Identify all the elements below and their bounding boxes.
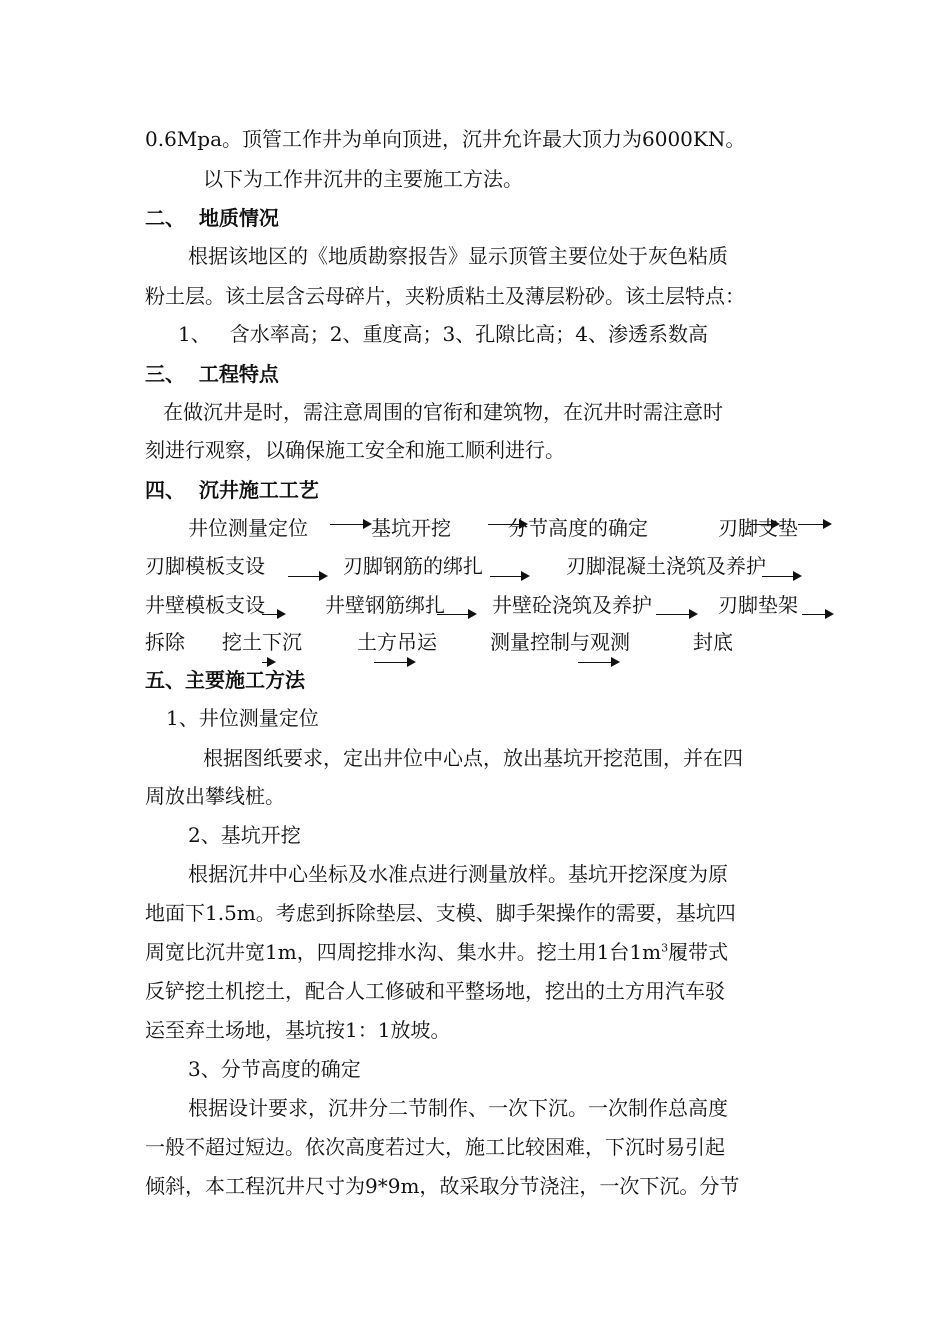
flow-row-2 xyxy=(0,552,950,582)
flow-arrow xyxy=(762,576,800,577)
text-line: 1、 含水率高；2、重度高；3、孔隙比高；4、渗透系数高 xyxy=(178,322,708,346)
text-line xyxy=(145,938,728,966)
flow-step: 封底 xyxy=(693,630,733,654)
text-fragment: 履带式 xyxy=(668,940,729,964)
flow-arrow xyxy=(288,576,326,577)
flow-step: 测量控制与观测 xyxy=(490,630,630,654)
text-fragment: 周宽比沉井宽1m，四周挖排水沟、集水井。挖土用1台1m xyxy=(145,940,662,964)
text-line: 在做沉井是时，需注意周围的官衔和建筑物，在沉井时需注意时 xyxy=(163,400,723,424)
flow-row-4 xyxy=(0,628,950,658)
text-line: 根据沉井中心坐标及水准点进行测量放样。基坑开挖深度为原 xyxy=(188,862,728,886)
flow-step: 拆除 xyxy=(145,630,185,654)
text-line: 粉土层。该土层含云母碎片，夹粉质粘土及薄层粉砂。该土层特点： xyxy=(145,284,745,308)
flow-arrow xyxy=(798,524,830,525)
text-line: 反铲挖土机挖土，配合人工修破和平整场地，挖出的土方用汽车驳 xyxy=(145,979,725,1003)
subsection-title: 3、分节高度的确定 xyxy=(188,1057,361,1081)
flow-step: 分节高度的确定 xyxy=(508,516,648,540)
text-line: 根据图纸要求，定出井位中心点，放出基坑开挖范围，并在四 xyxy=(203,746,743,770)
flow-arrow xyxy=(490,576,528,577)
flow-arrow xyxy=(262,614,284,615)
flow-arrow xyxy=(262,662,274,663)
flow-arrow xyxy=(488,524,526,525)
text-line: 根据该地区的《地质勘察报告》显示顶管主要位处于灰色粘质 xyxy=(188,244,728,268)
flow-arrow xyxy=(802,614,832,615)
flow-step: 井壁砼浇筑及养护 xyxy=(492,593,652,617)
flow-step: 挖土下沉 xyxy=(222,630,302,654)
text-line: 一般不超过短边。依次高度若过大，施工比较困难，下沉时易引起 xyxy=(145,1135,725,1159)
text-line: 根据设计要求，沉井分二节制作、一次下沉。一次制作总高度 xyxy=(188,1096,728,1120)
section-heading-2: 二、 地质情况 xyxy=(145,206,279,230)
text-line: 0.6Mpa。顶管工作井为单向顶进，沉井允许最大顶力为6000KN。 xyxy=(145,127,746,151)
section-heading-4: 四、 沉井施工工艺 xyxy=(145,478,319,502)
text-line: 周放出攀线桩。 xyxy=(145,784,285,808)
flow-step: 刃脚支垫 xyxy=(718,516,798,540)
superscript: 3 xyxy=(661,941,669,955)
flow-step: 刃脚钢筋的绑扎 xyxy=(343,554,483,578)
text-line: 刻进行观察，以确保施工安全和施工顺利进行。 xyxy=(145,438,565,462)
subsection-title: 1、井位测量定位 xyxy=(166,706,319,730)
flow-step: 刃脚模板支设 xyxy=(145,554,265,578)
text-line: 地面下1.5m。考虑到拆除垫层、支模、脚手架操作的需要，基坑四 xyxy=(145,901,736,925)
flow-arrow xyxy=(656,614,696,615)
subsection-title: 2、基坑开挖 xyxy=(188,823,301,847)
text-line: 倾斜，本工程沉井尺寸为9*9m，故采取分节浇注，一次下沉。分节 xyxy=(145,1174,740,1198)
flow-step: 刃脚混凝土浇筑及养护 xyxy=(566,554,766,578)
flow-step: 土方吊运 xyxy=(357,630,437,654)
flow-step: 井壁钢筋绑扎 xyxy=(325,593,445,617)
section-heading-5: 五、主要施工方法 xyxy=(145,668,305,692)
flow-row-1 xyxy=(0,514,950,544)
flow-arrow xyxy=(437,614,475,615)
flow-arrow xyxy=(750,524,778,525)
flow-step: 刃脚垫架 xyxy=(718,593,798,617)
flow-arrow xyxy=(330,524,370,525)
flow-arrow xyxy=(578,662,618,663)
flow-arrow xyxy=(374,662,414,663)
text-line: 以下为工作井沉井的主要施工方法。 xyxy=(203,167,523,191)
section-heading-3: 三、 工程特点 xyxy=(145,362,279,386)
flow-step: 井壁模板支设 xyxy=(145,593,265,617)
flow-step: 井位测量定位 xyxy=(188,516,308,540)
text-line: 运至弃土场地，基坑按1：1放坡。 xyxy=(145,1018,451,1042)
flow-step: 基坑开挖 xyxy=(371,516,451,540)
